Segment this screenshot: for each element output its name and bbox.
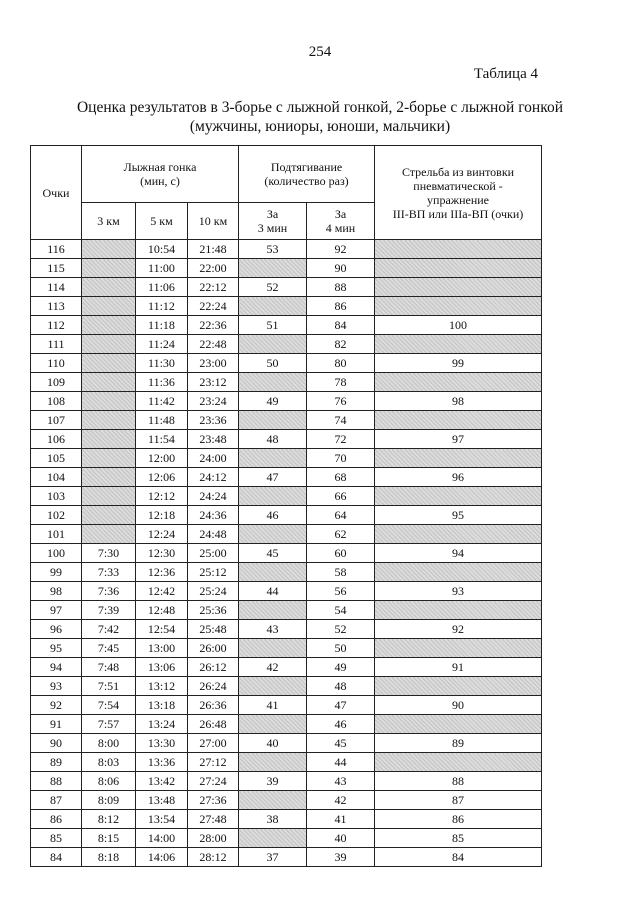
header-points: Очки (31, 146, 82, 240)
cell-3min (239, 639, 307, 658)
cell-3km (82, 373, 136, 392)
cell-4min: 54 (307, 601, 375, 620)
cell-3min: 43 (239, 620, 307, 639)
cell-10km: 22:48 (188, 335, 239, 354)
header-3km: 3 км (82, 203, 136, 240)
cell-10km: 26:48 (188, 715, 239, 734)
cell-10km: 24:24 (188, 487, 239, 506)
cell-10km: 26:00 (188, 639, 239, 658)
cell-4min: 84 (307, 316, 375, 335)
cell-5km: 13:00 (136, 639, 188, 658)
cell-5km: 12:48 (136, 601, 188, 620)
cell-shooting: 84 (375, 848, 542, 867)
header-pullups-line2: (количество раз) (264, 174, 349, 188)
cell-shooting: 99 (375, 354, 542, 373)
cell-points: 98 (31, 582, 82, 601)
cell-shooting (375, 601, 542, 620)
cell-10km: 23:12 (188, 373, 239, 392)
cell-5km: 13:06 (136, 658, 188, 677)
header-ski-race-line1: Лыжная гонка (123, 160, 197, 174)
header-10km: 10 км (188, 203, 239, 240)
cell-4min: 39 (307, 848, 375, 867)
cell-10km: 22:00 (188, 259, 239, 278)
cell-shooting (375, 563, 542, 582)
cell-points: 85 (31, 829, 82, 848)
header-5km: 5 км (136, 203, 188, 240)
cell-points: 102 (31, 506, 82, 525)
cell-points: 106 (31, 430, 82, 449)
cell-4min: 52 (307, 620, 375, 639)
cell-4min: 82 (307, 335, 375, 354)
cell-points: 89 (31, 753, 82, 772)
cell-5km: 13:54 (136, 810, 188, 829)
cell-4min: 70 (307, 449, 375, 468)
table-row (31, 829, 542, 848)
cell-5km: 12:54 (136, 620, 188, 639)
cell-4min: 90 (307, 259, 375, 278)
cell-3min: 51 (239, 316, 307, 335)
cell-3km: 7:33 (82, 563, 136, 582)
table-row (31, 240, 542, 259)
cell-shooting: 98 (375, 392, 542, 411)
cell-4min: 64 (307, 506, 375, 525)
cell-3min: 38 (239, 810, 307, 829)
table-row (31, 677, 542, 696)
cell-5km: 12:06 (136, 468, 188, 487)
cell-4min: 78 (307, 373, 375, 392)
cell-10km: 24:36 (188, 506, 239, 525)
cell-shooting (375, 259, 542, 278)
cell-10km: 24:48 (188, 525, 239, 544)
header-4min-line2: 4 мин (325, 221, 356, 235)
cell-shooting (375, 335, 542, 354)
cell-points: 99 (31, 563, 82, 582)
header-shooting (375, 146, 542, 240)
table-row (31, 278, 542, 297)
cell-4min: 76 (307, 392, 375, 411)
cell-shooting: 86 (375, 810, 542, 829)
cell-5km: 13:12 (136, 677, 188, 696)
cell-shooting (375, 240, 542, 259)
table-row (31, 544, 542, 563)
cell-4min: 40 (307, 829, 375, 848)
cell-4min: 48 (307, 677, 375, 696)
cell-points: 94 (31, 658, 82, 677)
header-shooting-line1: Стрельба из винтовки (401, 164, 515, 179)
cell-4min: 42 (307, 791, 375, 810)
cell-10km: 23:00 (188, 354, 239, 373)
cell-4min: 80 (307, 354, 375, 373)
cell-10km: 27:48 (188, 810, 239, 829)
cell-shooting (375, 525, 542, 544)
title-line-1: Оценка результатов в 3-борье с лыжной гонкой, 2-борье с лыжной гонкой (76, 99, 564, 116)
header-ski-race (82, 146, 239, 203)
header-3min (239, 203, 307, 240)
cell-3min: 40 (239, 734, 307, 753)
cell-3km (82, 335, 136, 354)
cell-points: 96 (31, 620, 82, 639)
cell-3km: 8:00 (82, 734, 136, 753)
cell-3min (239, 449, 307, 468)
cell-3km (82, 278, 136, 297)
cell-points: 95 (31, 639, 82, 658)
cell-shooting: 97 (375, 430, 542, 449)
cell-3km (82, 411, 136, 430)
table-row (31, 639, 542, 658)
cell-5km: 12:36 (136, 563, 188, 582)
cell-10km: 21:48 (188, 240, 239, 259)
table-row (31, 715, 542, 734)
cell-shooting: 92 (375, 620, 542, 639)
cell-points: 93 (31, 677, 82, 696)
cell-3km: 8:18 (82, 848, 136, 867)
cell-4min: 74 (307, 411, 375, 430)
cell-points: 87 (31, 791, 82, 810)
cell-4min: 62 (307, 525, 375, 544)
cell-points: 112 (31, 316, 82, 335)
cell-5km: 13:24 (136, 715, 188, 734)
cell-points: 105 (31, 449, 82, 468)
table-row (31, 772, 542, 791)
cell-points: 101 (31, 525, 82, 544)
cell-10km: 25:36 (188, 601, 239, 620)
table-row (31, 791, 542, 810)
cell-3min (239, 373, 307, 392)
cell-shooting: 96 (375, 468, 542, 487)
table-row (31, 468, 542, 487)
table-row (31, 848, 542, 867)
cell-3km (82, 392, 136, 411)
cell-4min: 43 (307, 772, 375, 791)
table-row (31, 354, 542, 373)
cell-points: 109 (31, 373, 82, 392)
cell-5km: 11:42 (136, 392, 188, 411)
cell-3km (82, 468, 136, 487)
cell-3km: 7:36 (82, 582, 136, 601)
cell-3km: 7:42 (82, 620, 136, 639)
cell-10km: 23:48 (188, 430, 239, 449)
header-4min-line1: За (334, 207, 347, 221)
cell-10km: 26:24 (188, 677, 239, 696)
header-shooting-line4: III-ВП или IIIа-ВП (очки) (392, 206, 524, 221)
cell-3min: 37 (239, 848, 307, 867)
table-row (31, 696, 542, 715)
cell-points: 88 (31, 772, 82, 791)
table-row (31, 449, 542, 468)
cell-3min (239, 601, 307, 620)
cell-3min: 47 (239, 468, 307, 487)
header-3min-line1: За (266, 207, 279, 221)
cell-5km: 11:12 (136, 297, 188, 316)
cell-4min: 92 (307, 240, 375, 259)
cell-shooting: 100 (375, 316, 542, 335)
cell-5km: 14:06 (136, 848, 188, 867)
cell-5km: 11:54 (136, 430, 188, 449)
cell-10km: 28:12 (188, 848, 239, 867)
cell-points: 91 (31, 715, 82, 734)
cell-points: 107 (31, 411, 82, 430)
cell-4min: 72 (307, 430, 375, 449)
cell-5km: 12:24 (136, 525, 188, 544)
cell-3km (82, 487, 136, 506)
table-row (31, 487, 542, 506)
cell-3min (239, 297, 307, 316)
cell-3km (82, 506, 136, 525)
cell-10km: 24:12 (188, 468, 239, 487)
cell-points: 92 (31, 696, 82, 715)
cell-shooting: 89 (375, 734, 542, 753)
cell-3km (82, 430, 136, 449)
cell-5km: 13:42 (136, 772, 188, 791)
cell-3km: 7:54 (82, 696, 136, 715)
table-row (31, 506, 542, 525)
cell-3min (239, 829, 307, 848)
table-row (31, 734, 542, 753)
cell-points: 116 (31, 240, 82, 259)
cell-10km: 22:36 (188, 316, 239, 335)
cell-shooting (375, 639, 542, 658)
cell-points: 110 (31, 354, 82, 373)
cell-3min: 52 (239, 278, 307, 297)
cell-points: 108 (31, 392, 82, 411)
cell-shooting (375, 449, 542, 468)
cell-4min: 86 (307, 297, 375, 316)
cell-3min: 53 (239, 240, 307, 259)
cell-4min: 88 (307, 278, 375, 297)
page-number: 254 (308, 44, 332, 60)
cell-5km: 12:42 (136, 582, 188, 601)
table-title (20, 98, 620, 136)
table-body (31, 240, 542, 867)
cell-3km (82, 240, 136, 259)
cell-3min (239, 525, 307, 544)
cell-3km: 7:48 (82, 658, 136, 677)
cell-shooting: 95 (375, 506, 542, 525)
cell-3km (82, 297, 136, 316)
cell-3km: 8:03 (82, 753, 136, 772)
cell-shooting: 87 (375, 791, 542, 810)
cell-4min: 41 (307, 810, 375, 829)
cell-3km: 7:30 (82, 544, 136, 563)
cell-shooting (375, 297, 542, 316)
table-row (31, 411, 542, 430)
table-row (31, 658, 542, 677)
header-3min-line2: 3 мин (257, 221, 288, 235)
table-row (31, 582, 542, 601)
cell-4min: 45 (307, 734, 375, 753)
table-row (31, 316, 542, 335)
cell-shooting (375, 487, 542, 506)
cell-5km: 11:18 (136, 316, 188, 335)
cell-4min: 47 (307, 696, 375, 715)
cell-10km: 22:24 (188, 297, 239, 316)
cell-shooting: 85 (375, 829, 542, 848)
cell-4min: 46 (307, 715, 375, 734)
table-row (31, 392, 542, 411)
cell-5km: 11:06 (136, 278, 188, 297)
cell-10km: 26:36 (188, 696, 239, 715)
cell-10km: 26:12 (188, 658, 239, 677)
cell-points: 86 (31, 810, 82, 829)
cell-3km: 7:51 (82, 677, 136, 696)
header-4min (307, 203, 375, 240)
cell-10km: 24:00 (188, 449, 239, 468)
cell-3km (82, 259, 136, 278)
cell-3min (239, 411, 307, 430)
cell-shooting: 88 (375, 772, 542, 791)
cell-5km: 12:12 (136, 487, 188, 506)
cell-10km: 25:48 (188, 620, 239, 639)
cell-3min (239, 487, 307, 506)
cell-points: 84 (31, 848, 82, 867)
cell-3km: 8:12 (82, 810, 136, 829)
cell-points: 100 (31, 544, 82, 563)
cell-5km: 11:24 (136, 335, 188, 354)
cell-points: 115 (31, 259, 82, 278)
cell-5km: 13:30 (136, 734, 188, 753)
cell-10km: 22:12 (188, 278, 239, 297)
cell-3min (239, 259, 307, 278)
cell-3min: 42 (239, 658, 307, 677)
cell-10km: 27:24 (188, 772, 239, 791)
cell-4min: 44 (307, 753, 375, 772)
results-table (30, 145, 542, 867)
cell-3min: 45 (239, 544, 307, 563)
cell-shooting: 91 (375, 658, 542, 677)
cell-points: 111 (31, 335, 82, 354)
cell-shooting (375, 677, 542, 696)
cell-5km: 12:18 (136, 506, 188, 525)
table-header (31, 146, 542, 240)
cell-shooting: 90 (375, 696, 542, 715)
cell-3min: 49 (239, 392, 307, 411)
cell-3min (239, 563, 307, 582)
cell-3min: 41 (239, 696, 307, 715)
cell-points: 104 (31, 468, 82, 487)
cell-5km: 11:00 (136, 259, 188, 278)
cell-10km: 25:12 (188, 563, 239, 582)
cell-3km (82, 354, 136, 373)
cell-points: 113 (31, 297, 82, 316)
cell-5km: 13:48 (136, 791, 188, 810)
header-ski-race-line2: (мин, с) (140, 174, 180, 188)
cell-5km: 14:00 (136, 829, 188, 848)
table-row (31, 563, 542, 582)
cell-points: 97 (31, 601, 82, 620)
cell-3min: 44 (239, 582, 307, 601)
table-row (31, 373, 542, 392)
table-row (31, 810, 542, 829)
cell-5km: 10:54 (136, 240, 188, 259)
cell-points: 90 (31, 734, 82, 753)
table-label: Таблица 4 (473, 66, 538, 82)
table-row (31, 620, 542, 639)
cell-5km: 13:18 (136, 696, 188, 715)
header-shooting-line2: пневматической - (413, 178, 503, 193)
cell-4min: 66 (307, 487, 375, 506)
cell-shooting: 94 (375, 544, 542, 563)
header-pullups-line1: Подтягивание (270, 160, 343, 174)
cell-points: 114 (31, 278, 82, 297)
cell-4min: 50 (307, 639, 375, 658)
cell-shooting (375, 715, 542, 734)
table-row (31, 525, 542, 544)
cell-shooting: 93 (375, 582, 542, 601)
cell-5km: 12:30 (136, 544, 188, 563)
header-shooting-line3: упражнение (427, 192, 489, 207)
cell-5km: 12:00 (136, 449, 188, 468)
table-row (31, 259, 542, 278)
cell-3km: 8:06 (82, 772, 136, 791)
cell-5km: 11:36 (136, 373, 188, 392)
cell-shooting (375, 373, 542, 392)
cell-3min: 50 (239, 354, 307, 373)
table-row (31, 297, 542, 316)
cell-10km: 27:00 (188, 734, 239, 753)
title-line-2: (мужчины, юниоры, юноши, мальчики) (189, 118, 451, 135)
cell-3km (82, 449, 136, 468)
cell-5km: 13:36 (136, 753, 188, 772)
cell-3min: 46 (239, 506, 307, 525)
cell-shooting (375, 753, 542, 772)
cell-shooting (375, 411, 542, 430)
cell-10km: 28:00 (188, 829, 239, 848)
cell-3min (239, 791, 307, 810)
cell-3km: 8:15 (82, 829, 136, 848)
cell-4min: 60 (307, 544, 375, 563)
cell-3km: 8:09 (82, 791, 136, 810)
cell-3min: 48 (239, 430, 307, 449)
header-pullups (239, 146, 375, 203)
cell-10km: 25:24 (188, 582, 239, 601)
cell-4min: 56 (307, 582, 375, 601)
cell-3km (82, 316, 136, 335)
cell-3km: 7:57 (82, 715, 136, 734)
cell-10km: 23:36 (188, 411, 239, 430)
cell-3min (239, 753, 307, 772)
cell-3min (239, 677, 307, 696)
cell-4min: 68 (307, 468, 375, 487)
cell-points: 103 (31, 487, 82, 506)
cell-3min: 39 (239, 772, 307, 791)
cell-3km: 7:45 (82, 639, 136, 658)
cell-3km (82, 525, 136, 544)
table-row (31, 601, 542, 620)
cell-5km: 11:30 (136, 354, 188, 373)
table-row (31, 430, 542, 449)
cell-5km: 11:48 (136, 411, 188, 430)
cell-10km: 27:12 (188, 753, 239, 772)
cell-3min (239, 715, 307, 734)
table-row (31, 753, 542, 772)
table-row (31, 335, 542, 354)
cell-10km: 23:24 (188, 392, 239, 411)
cell-4min: 49 (307, 658, 375, 677)
cell-shooting (375, 278, 542, 297)
cell-4min: 58 (307, 563, 375, 582)
cell-10km: 25:00 (188, 544, 239, 563)
cell-3km: 7:39 (82, 601, 136, 620)
cell-3min (239, 335, 307, 354)
cell-10km: 27:36 (188, 791, 239, 810)
